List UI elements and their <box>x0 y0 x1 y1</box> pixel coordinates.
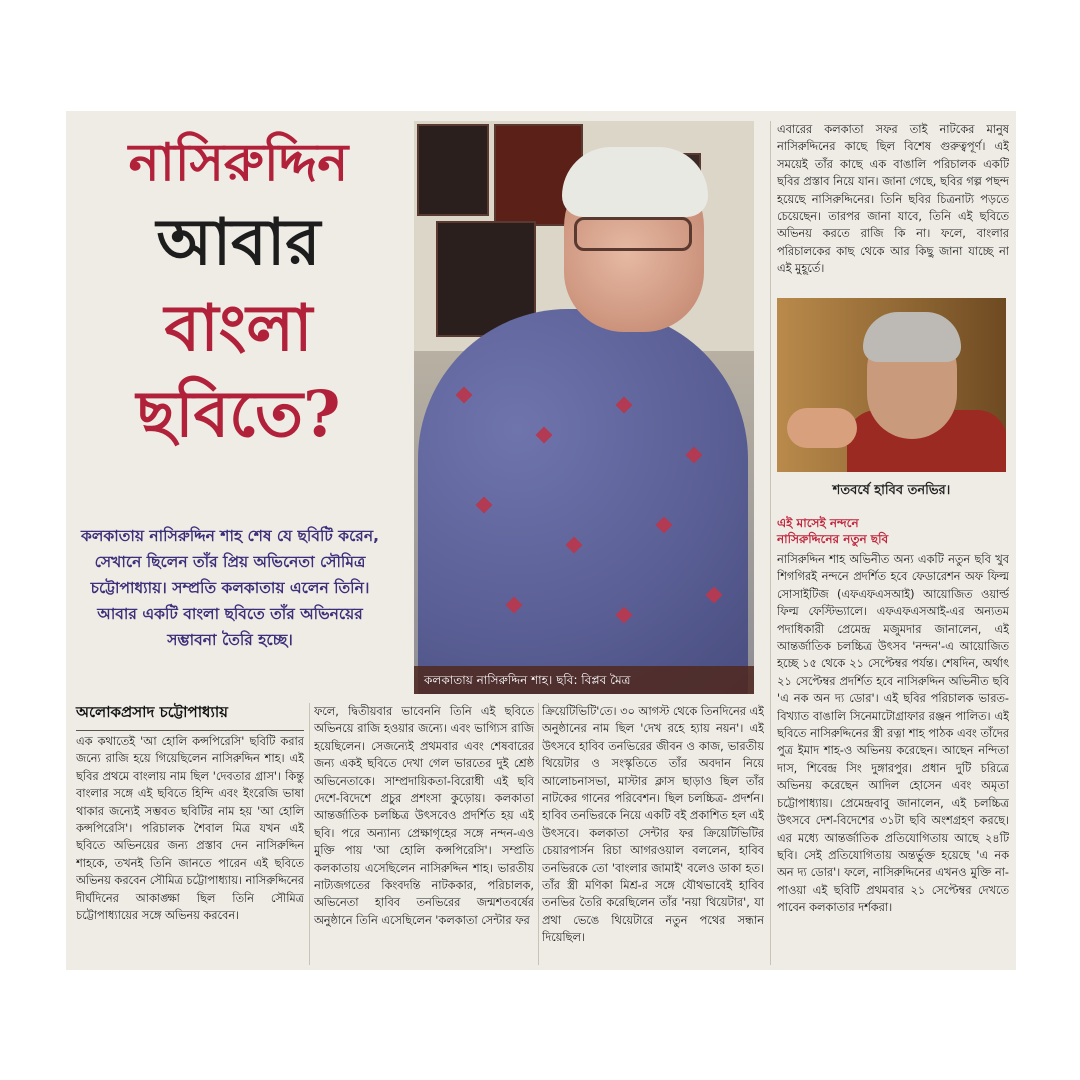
column-rule <box>538 703 539 965</box>
side-photo-hair <box>863 312 961 362</box>
kurta-pattern <box>536 427 553 444</box>
article-column-1: এক কথাতেই 'আ হোলি কন্সপিরেসি' ছবিটি করার জন্যে রাজি হয়ে গিয়েছিলেন নাসিরুদ্দিন শাহ। এই ছবির প্রথমে বাংলায় নাম ছিল 'দেবতার গ্রাস'। কিন্তু বাংলার সঙ্গে এই ছবিতে হিন্দি এবং ইংরেজি ভাষা থাকার জন্যেই সম্ভবত ছবিটির নাম হয় 'আ হোলি কন্সপিরেসি'। পরিচালক শৈবাল মিত্র যখন এই ছবিতে অভিনয়ের জন্য প্রস্তাব দেন নাসিরুদ্দিন শাহকে, তখনই তিনি জানতে পারেন এই ছবিতে অভিনয় করবেন সৌমিত্র চট্টোপাধ্যায়। নাসিরুদ্দিনের দীর্ঘদিনের আকাঙ্ক্ষা ছিল তিনি সৌমিত্র চট্টোপাধ্যায়ের সঙ্গে অভিনয় করবেন। <box>76 735 304 923</box>
portrait-hair <box>562 147 708 217</box>
headline-line-2: আবার <box>156 205 321 280</box>
side-story-heading-line-2: নাসিরুদ্দিনের নতুন ছবি <box>777 532 889 546</box>
column-rule <box>309 703 310 965</box>
column-rule <box>770 121 771 965</box>
wall-photo-frame <box>417 124 489 216</box>
kurta-pattern <box>656 517 673 534</box>
kurta-pattern <box>616 397 633 414</box>
headline-line-3: বাংলা <box>164 291 313 366</box>
newspaper-clipping <box>66 111 1016 970</box>
headline-line-4: ছবিতে? <box>136 377 341 452</box>
side-story-heading <box>777 515 1006 547</box>
kurta-pattern <box>476 497 493 514</box>
kurta-pattern <box>616 607 633 624</box>
kurta-pattern <box>566 537 583 554</box>
byline: অলোকপ্রসাদ চট্টোপাধ্যায় <box>76 701 304 731</box>
main-photo <box>414 121 754 694</box>
portrait-glasses <box>574 217 692 251</box>
side-photo-hand <box>787 408 857 448</box>
kurta-pattern <box>706 587 723 604</box>
portrait-kurta <box>418 309 748 694</box>
headline-line-1: নাসিরুদ্দিন <box>128 132 349 193</box>
intro-paragraph: কলকাতায় নাসিরুদ্দিন শাহ শেষ যে ছবিটি করেন, সেখানে ছিলেন তাঁর প্রিয় অভিনেতা সৌমিত্র চট্টোপাধ্যায়। সম্প্রতি কলকাতায় এলেন তিনি। আবার একটি বাংলা ছবিতে তাঁর অভিনয়ের সম্ভাবনা তৈরি হচ্ছে। <box>81 527 379 649</box>
article-column-4: এবারের কলকাতা সফর তাই নাটকের মানুষ নাসিরুদ্দিনের কাছে ছিল বিশেষ গুরুত্বপূর্ণ। এই সময়েই তাঁর কাছে এক বাঙালি পরিচালক একটি ছবির প্রস্তাব নিয়ে যান। জানা গেছে, ছবির গল্প পছন্দ হয়েছে নাসিরুদ্দিনের। তিনি ছবির চিত্রনাট্য পড়তে চেয়েছেন। তারপর জানা যাবে, তিনি এই ছবিতে অভিনয় করতে রাজি কি না। ফলে, বাংলার পরিচালকের কাছ থেকে আর কিছু জানা যাচ্ছে না এই মুহূর্তে। <box>777 123 1009 276</box>
kurta-pattern <box>686 447 703 464</box>
article-column-3: ক্রিয়েটিভিটি'তে। ৩০ আগস্ট থেকে তিনদিনের এই অনুষ্ঠানের নাম ছিল 'দেখ রহে হ্যায় নয়ন'। এই উৎসবে হাবিব তনভিরের জীবন ও কাজ, ভারতীয় থিয়েটার ও সংস্কৃতিতে তাঁর অবদান নিয়ে আলোচনাসভা, মাস্টার ক্লাস ছাড়াও ছিল তাঁর নাটকের গানের পরিবেশন। ছিল চলচ্চিত্র- প্রদর্শন। হাবিব তনভিরকে নিয়ে একটি বই প্রকাশিত হল এই উৎসবে। কলকাতা সেন্টার ফর ক্রিয়েটিভিটির চেয়ারপার্সন রিচা আগরওয়াল বললেন, হাবিব তনভিরকে তো 'বাংলার জামাই' বলেও ডাকা হত। তাঁর স্ত্রী মণিকা মিশ্র-র সঙ্গে যৌথভাবেই হাবিব তনভির তৈরি করেছিলেন তাঁর 'নয়া থিয়েটার', যা প্রথা ভেঙে থিয়েটারে নতুন পথের সন্ধান দিয়েছিল। <box>542 705 764 945</box>
kurta-pattern <box>506 597 523 614</box>
side-photo-caption: শতবর্ষে হাবিব তনভির। <box>832 483 951 498</box>
kurta-pattern <box>456 387 473 404</box>
side-photo <box>777 298 1006 472</box>
article-column-2: ফলে, দ্বিতীয়বার ভাবেননি তিনি এই ছবিতে অভিনয়ে রাজি হওয়ার জন্যে। এবং ভাগ্যিস রাজি হয়েছিলেন। সেজন্যেই প্রথমবার এবং শেষবারের জন্য একই ছবিতে দেখা গেল ভারতের দুই শ্রেষ্ঠ অভিনেতাকে। সাম্প্রদায়িকতা-বিরোধী এই ছবি দেশে-বিদেশে প্রচুর প্রশংসা কুড়োয়। কলকাতা আন্তর্জাতিক চলচ্চিত্র উৎসবেও প্রদর্শিত হয় এই ছবি। পরে অন্যান্য প্রেক্ষাগৃহের সঙ্গে নন্দন-এও মুক্তি পায় 'আ হোলি কন্সপিরেসি'। সম্প্রতি কলকাতায় এসেছিলেন নাসিরুদ্দিন শাহ। ভারতীয় নাট্যজগতের কিংবদন্তি নাটককার, পরিচালক, অভিনেতা হাবিব তনভিরের জন্মশতবর্ষের অনুষ্ঠানে তিনি এসেছিলেন 'কলকাতা সেন্টার ফর <box>314 705 534 927</box>
headline <box>66 125 411 452</box>
side-story-heading-line-1: এই মাসেই নন্দনে <box>777 516 859 530</box>
article-column-5: নাসিরুদ্দিন শাহ অভিনীত অন্য একটি নতুন ছবি খুব শিগগিরই নন্দনে প্রদর্শিত হবে ফেডারেশন অফ ফিল্ম সোসাইটিজ (এফএফএসআই) আয়োজিত ওয়ার্ল্ড ফিল্ম ফেস্টিভ্যালে। এফএফএসআই-এর অন্যতম পদাধিকারী প্রেমেন্দ্র মজুমদার জানালেন, এই আন্তর্জাতিক চলচ্চিত্র উৎসব 'নন্দন'-এ আয়োজিত হচ্ছে ১৫ থেকে ২১ সেপ্টেম্বর পর্যন্ত। শেষদিন, অর্থাৎ ২১ সেপ্টেম্বর প্রদর্শিত হবে নাসিরুদ্দিন অভিনীত ছবি 'এ নক অন দ্য ডোর'। এই ছবির পরিচালক ভারত-বিখ্যাত বাঙালি সিনেমাটোগ্রাফার রঞ্জন পালিত। এই ছবিতে নাসিরুদ্দিনের স্ত্রী রত্না শাহ পাঠক এবং তাঁদের পুত্র ইমাদ শাহ-ও অভিনয় করেছেন। আছেন নন্দিতা দাস, শিবেন্দ্র সিং দুঙ্গারপুর। প্রধান দুটি চরিত্রে অভিনয় করেছেন আদিল হোসেন এবং অমৃতা চট্টোপাধ্যায়। প্রেমেন্দ্রবাবু জানালেন, এই চলচ্চিত্র উৎসবে দেশ-বিদেশের ৩১টা ছবি অংশগ্রহণ করছে। এর মধ্যে আন্তর্জাতিক প্রতিযোগিতায় আছে ২৪টি ছবি। সেই প্রতিযোগিতায় অন্তর্ভুক্ত হয়েছে 'এ নক অন দ্য ডোর'। ফলে, নাসিরুদ্দিনের এখনও মুক্তি না-পাওয়া এই ছবিটি প্রথমবার ২১ সেপ্টেম্বর দেখতে পাবেন কলকাতার দর্শকরা। <box>777 553 1009 915</box>
main-photo-caption: কলকাতায় নাসিরুদ্দিন শাহ। ছবি: বিপ্লব মৈত্র <box>414 666 754 694</box>
